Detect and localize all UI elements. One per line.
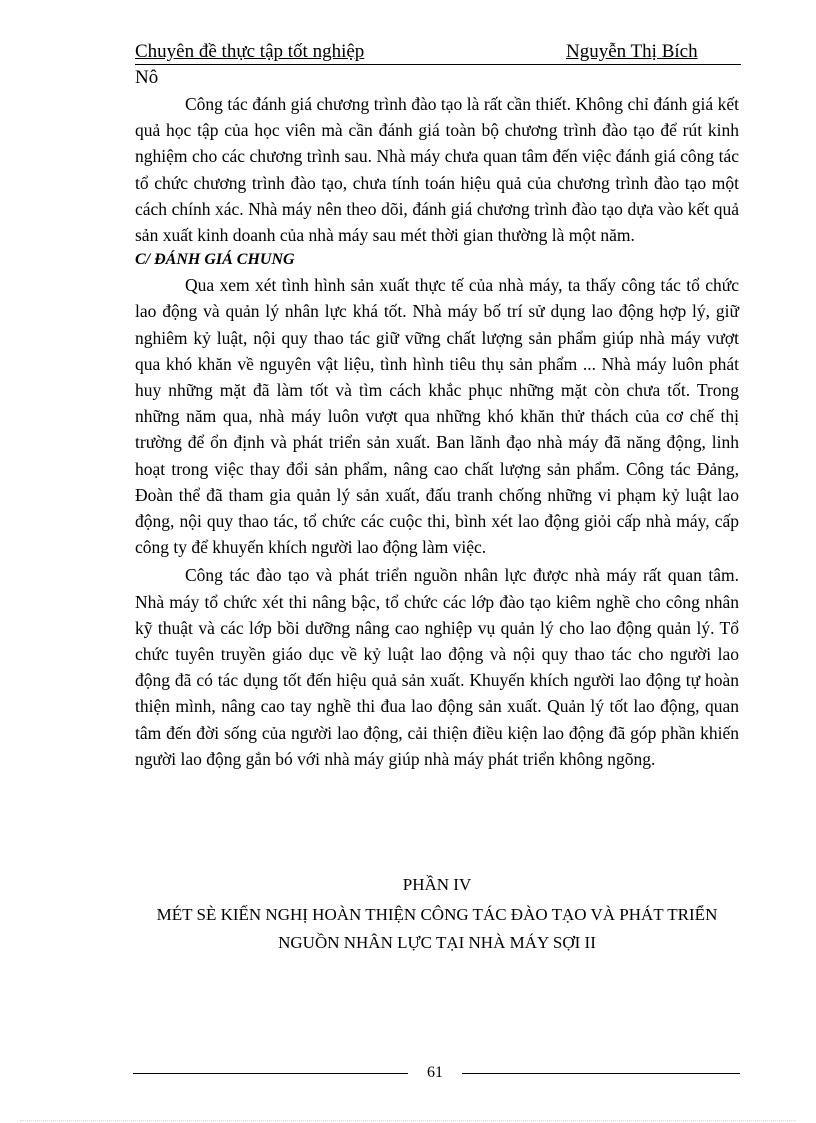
header-title: Chuyên đề thực tập tốt nghiệp: [135, 41, 365, 62]
paragraph-training-development: Công tác đào tạo và phát triển nguồn nhân lực được nhà máy rất quan tâm. Nhà máy tổ chức xét thi nâng bậc, tổ chức các lớp đào tạo kiêm nghề cho công nhân kỹ thuật và các lớp bồi dưỡng nâng cao nghiệp vụ quản lý cho lao động quản lý. Tổ chức tuyên truyền giáo dục về kỷ luật lao động và nội quy thao tác cho người lao động đã có tác dụng tốt đến hiệu quả sản xuất. Khuyến khích người lao động tự hoàn thiện mình, nâng cao tay nghề thi đua lao động sản xuất. Quản lý tốt lao động, quan tâm đến đời sống của người lao động, cải thiện điều kiện lao động đã góp phần khiến người lao động gắn bó với nhà máy giúp nhà máy phát triển không ngõng.: [135, 565, 739, 769]
body-text: [135, 91, 739, 772]
footer-rule-right: [462, 1073, 740, 1074]
running-header: [135, 40, 741, 65]
section-heading: C/ ĐÁNH GIÁ CHUNG: [135, 251, 295, 269]
part-title: PHẦN IV: [402, 875, 472, 894]
page-edge-divider: [20, 1120, 796, 1121]
paragraph-evaluation: Công tác đánh giá chương trình đào tạo là rất cần thiết. Không chỉ đánh giá kết quả học tập của học viên mà cần đánh giá toàn bộ chương trình đào tạo để rút kinh nghiệm cho các chương trình sau. Nhà máy chưa quan tâm đến việc đánh giá công tác tổ chức chương trình đào tạo, chưa tính toán hiệu quả của chương trình đào tạo một cách chính xác. Nhà máy nên theo dõi, đánh giá chương trình đào tạo dựa vào kết quả sản xuất kinh doanh của nhà máy sau mét thời gian thường là một năm.: [135, 94, 739, 246]
page-number: 61: [427, 1064, 443, 1081]
paragraph-general-assessment: Qua xem xét tình hình sản xuất thực tế của nhà máy, ta thấy công tác tổ chức lao động và quản lý nhân lực khá tốt. Nhà máy bố trí sử dụng lao động hợp lý, giữ nghiêm kỷ luật, nội quy thao tác giữ vững chất lượng sản phẩm giúp nhà máy vượt qua khó khăn về nguyên vật liệu, tình hình tiêu thụ sản phẩm ... Nhà máy luôn phát huy những mặt đã làm tốt và tìm cách khắc phục những mặt còn chưa tốt. Trong những năm qua, nhà máy luôn vượt qua những khó khăn thử thách của cơ chế thị trường để ổn định và phát triển sản xuất. Ban lãnh đạo nhà máy đã năng động, linh hoạt trong việc thay đổi sản phẩm, nâng cao chất lượng sản phẩm. Công tác Đảng, Đoàn thể đã tham gia quản lý sản xuất, đấu tranh chống những vi phạm kỷ luật lao động, nội quy thao tác, tổ chức các cuộc thi, bình xét lao động giỏi cấp nhà máy, cấp công ty để khuyến khích người lao động làm việc.: [135, 275, 739, 558]
footer-rule-left: [133, 1073, 408, 1074]
header-author: Nguyễn Thị Bích: [566, 41, 698, 62]
part-subtitle: MÉT SÈ KIẾN NGHỊ HOÀN THIỆN CÔNG TÁC ĐÀO TẠO VÀ PHÁT TRIỂN NGUỒN NHÂN LỰC TẠI NHÀ MÁY SỢI II: [156, 905, 718, 952]
header-author-continuation: Nô: [135, 67, 159, 88]
